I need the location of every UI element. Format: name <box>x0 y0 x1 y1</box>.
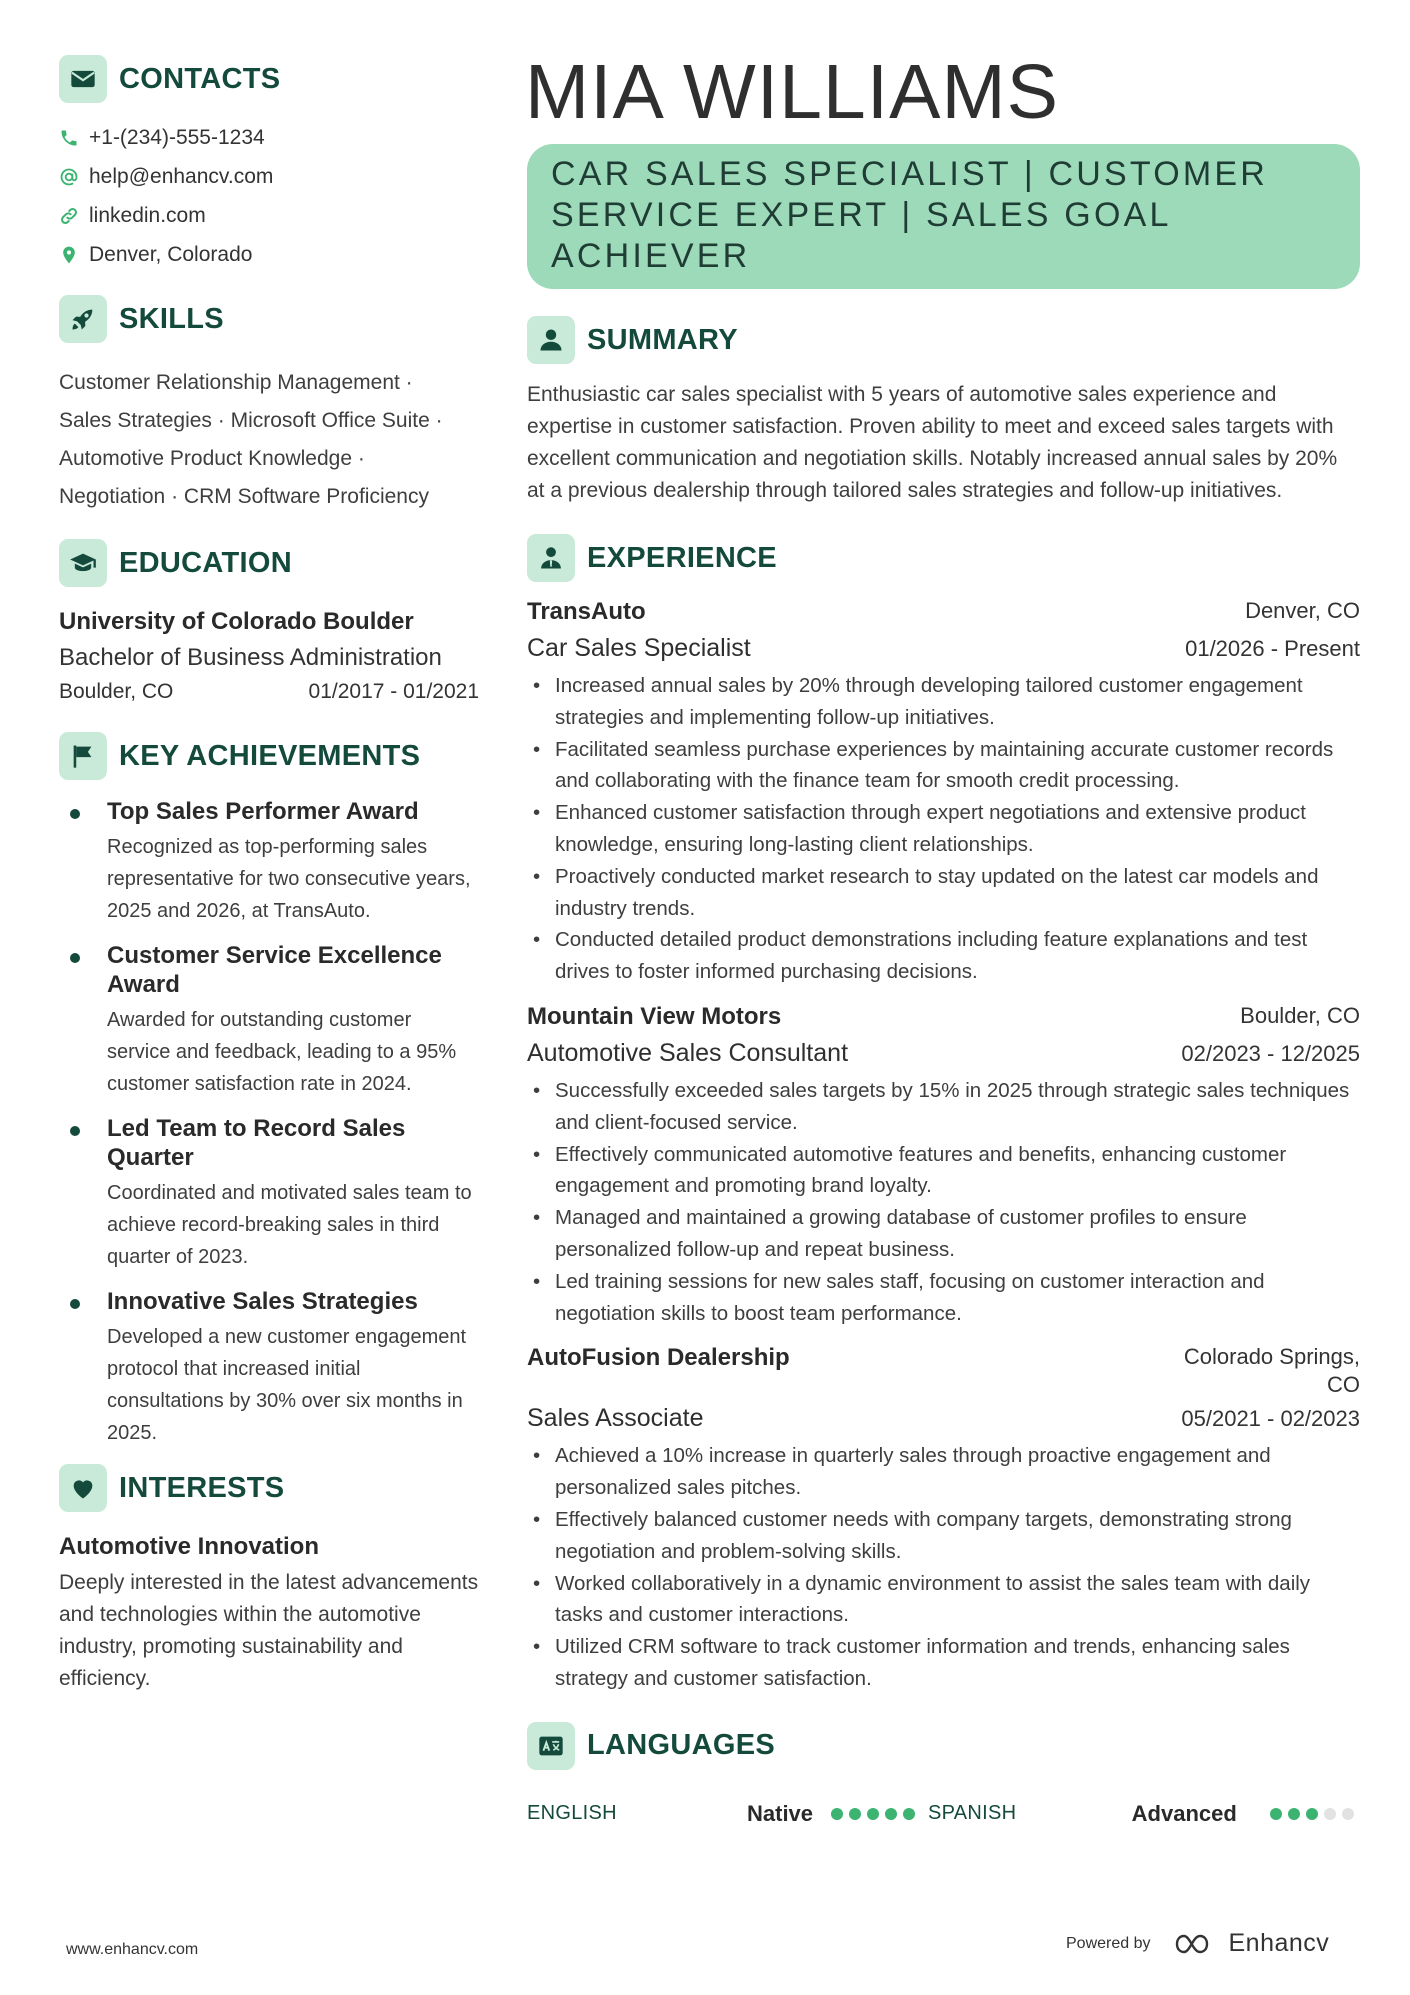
contact-link[interactable] <box>59 196 479 235</box>
education-school: University of Colorado Boulder <box>59 608 414 635</box>
interest-title: Automotive Innovation <box>59 1533 319 1560</box>
location-pin-icon <box>59 245 79 265</box>
brand-name: Enhancv <box>1228 1929 1330 1957</box>
job-bullet: • Achieved a 10% increase in quarterly sales through proactive engagement and personalized sales pitches. <box>527 1440 1360 1504</box>
job-bullets <box>527 1440 1360 1694</box>
link-text: linkedin.com <box>89 203 206 227</box>
experience-header <box>527 533 1360 583</box>
interests-header <box>59 1463 479 1513</box>
skill-item: Customer Relationship Management <box>59 371 400 394</box>
job-bullets <box>527 1075 1360 1329</box>
achievement-desc: Awarded for outstanding customer service and feedback, leading to a 95% customer satisfaction rate in 2024. <box>107 1009 457 1095</box>
tagline-banner: CAR SALES SPECIALIST | CUSTOMER SERVICE EXPERT | SALES GOAL ACHIEVER <box>527 144 1360 289</box>
achievement-item <box>59 797 479 927</box>
job-bullet: • Led training sessions for new sales staff, focusing on customer interaction and negotiation skills to boost team performance. <box>527 1266 1360 1330</box>
education-dates: 01/2017 - 01/2021 <box>308 680 479 703</box>
contact-email[interactable] <box>59 157 479 196</box>
language-rating <box>1270 1808 1360 1820</box>
skill-item: Negotiation <box>59 485 166 508</box>
skill-item: CRM Software Proficiency <box>183 485 429 508</box>
job-bullet: • Successfully exceeded sales targets by 15% in 2025 through strategic sales techniques and client-focused service. <box>527 1075 1360 1139</box>
job-bullet: • Managed and maintained a growing database of customer profiles to ensure personalized follow-up and repeat business. <box>527 1202 1360 1266</box>
job-bullet: • Effectively communicated automotive features and benefits, enhancing customer engagement and promoting brand loyalty. <box>527 1139 1360 1203</box>
email-text: help@enhancv.com <box>89 164 274 188</box>
job-bullet: • Conducted detailed product demonstrations including feature explanations and test drives to foster informed purchasing decisions. <box>527 924 1360 988</box>
bullet-dot <box>70 1126 80 1136</box>
job-bullet: • Worked collaboratively in a dynamic environment to assist the sales team with daily tasks and customer interactions. <box>527 1568 1360 1632</box>
job-location: Colorado Springs, CO <box>1183 1344 1360 1398</box>
job-bullet: • Proactively conducted market research to stay updated on the latest car models and industry trends. <box>527 861 1360 925</box>
rating-dot-filled <box>903 1808 915 1820</box>
languages-list <box>527 1799 1360 1829</box>
translate-icon <box>527 1722 575 1770</box>
contact-location <box>59 235 479 274</box>
rating-dot-empty <box>1342 1808 1354 1820</box>
education-degree: Bachelor of Business Administration <box>59 644 442 671</box>
candidate-name: MIA WILLIAMS <box>525 49 1060 135</box>
bullet-dot <box>70 1299 80 1309</box>
left-column <box>59 54 479 1695</box>
rating-dot-filled <box>867 1808 879 1820</box>
location-text: Denver, Colorado <box>89 242 253 266</box>
achievement-title: Innovative Sales Strategies <box>107 1288 418 1315</box>
phone-text: +1-(234)-555-1234 <box>89 125 265 149</box>
language-level: Native <box>747 1800 814 1826</box>
contacts-header <box>59 54 479 104</box>
achievement-desc: Developed a new customer engagement protocol that increased initial consultations by 30% over six months in 2025. <box>107 1326 467 1444</box>
language-item <box>527 1801 928 1827</box>
job-bullet: • Facilitated seamless purchase experiences by maintaining accurate customer records and collaborating with the finance team for smooth credit processing. <box>527 734 1360 798</box>
right-column <box>527 48 1360 1829</box>
language-rating <box>831 1808 921 1820</box>
summary-header <box>527 315 1360 365</box>
skill-item: Sales Strategies <box>59 409 212 432</box>
contacts-title: CONTACTS <box>119 62 281 95</box>
achievement-item <box>59 1287 479 1449</box>
language-name: ENGLISH <box>527 1802 617 1825</box>
rating-dot-filled <box>849 1808 861 1820</box>
skills-title: SKILLS <box>119 302 224 335</box>
at-icon <box>59 167 79 187</box>
enhancv-logo-icon <box>1173 1930 1221 1958</box>
interest-desc: Deeply interested in the latest advancements and technologies within the automotive industry, promoting sustainability and efficiency. <box>59 1571 479 1690</box>
education-title: EDUCATION <box>119 546 292 579</box>
rating-dot-filled <box>831 1808 843 1820</box>
rating-dot-filled <box>1288 1808 1300 1820</box>
graduation-cap-icon <box>59 539 107 587</box>
achievement-title: Top Sales Performer Award <box>107 798 419 825</box>
achievements-title: KEY ACHIEVEMENTS <box>119 739 421 772</box>
languages-header <box>527 1721 1360 1771</box>
achievement-item <box>59 1114 479 1273</box>
job-entry <box>527 1341 1360 1694</box>
education-location: Boulder, CO <box>59 680 174 703</box>
job-bullet: • Utilized CRM software to track customer information and trends, enhancing sales strategy and customer satisfaction. <box>527 1631 1360 1695</box>
footer-branding[interactable] <box>1066 1929 1329 1958</box>
language-level: Advanced <box>1131 1800 1237 1826</box>
achievements-header <box>59 731 479 781</box>
job-dates: 02/2023 - 12/2025 <box>1181 1040 1360 1066</box>
job-company: TransAuto <box>527 598 646 625</box>
job-entry <box>527 1000 1360 1329</box>
contacts-list <box>59 118 479 274</box>
education-header <box>59 538 479 588</box>
job-location: Boulder, CO <box>1240 1002 1360 1028</box>
achievements-list <box>59 797 479 1449</box>
skill-item: Automotive Product Knowledge <box>59 447 353 470</box>
powered-by-text: Powered by <box>1066 1934 1151 1952</box>
interests-title: INTERESTS <box>119 1471 285 1504</box>
summary-title: SUMMARY <box>587 323 738 356</box>
job-company: AutoFusion Dealership <box>527 1344 790 1372</box>
job-bullet: • Enhanced customer satisfaction through expert negotiations and extensive product knowledge, ensuring long-lasting client relationships. <box>527 797 1360 861</box>
rating-dot-filled <box>1306 1808 1318 1820</box>
skills-header <box>59 294 479 344</box>
skills-list: Customer Relationship Management · Sales Strategies · Microsoft Office Suite · Automotive Product Knowledge · Negotiation · CRM Software Proficiency <box>59 371 443 508</box>
heart-icon <box>59 1464 107 1512</box>
skill-item: Microsoft Office Suite <box>230 409 430 432</box>
job-role: Automotive Sales Consultant <box>527 1038 849 1067</box>
rating-dot-filled <box>885 1808 897 1820</box>
job-bullets <box>527 670 1360 988</box>
job-location: Denver, CO <box>1245 598 1360 623</box>
link-icon <box>59 206 79 226</box>
achievement-title: Customer Service Excellence Award <box>107 942 442 998</box>
contact-phone[interactable] <box>59 118 479 157</box>
job-bullet: • Increased annual sales by 20% through developing tailored customer engagement strategies and implementing follow-up initiatives. <box>527 670 1360 734</box>
envelope-icon <box>59 55 107 103</box>
job-role: Sales Associate <box>527 1404 704 1433</box>
language-name: SPANISH <box>928 1802 1017 1825</box>
job-dates: 05/2021 - 02/2023 <box>1181 1406 1360 1432</box>
phone-icon <box>59 128 79 148</box>
education-entry <box>59 606 479 707</box>
achievement-desc: Coordinated and motivated sales team to achieve record-breaking sales in third quarter of 2023. <box>107 1182 472 1268</box>
briefcase-person-icon <box>527 534 575 582</box>
rating-dot-filled <box>1270 1808 1282 1820</box>
achievement-item <box>59 941 479 1100</box>
flag-icon <box>59 732 107 780</box>
rating-dot-empty <box>1324 1808 1336 1820</box>
bullet-dot <box>70 809 80 819</box>
bullet-dot <box>70 953 80 963</box>
achievement-title: Led Team to Record Sales Quarter <box>107 1115 406 1171</box>
job-company: Mountain View Motors <box>527 1002 782 1030</box>
footer-website[interactable]: www.enhancv.com <box>66 1941 199 1958</box>
languages-title: LANGUAGES <box>587 1729 775 1762</box>
job-dates: 01/2026 - Present <box>1185 636 1360 661</box>
language-item <box>928 1801 1360 1827</box>
achievement-desc: Recognized as top-performing sales representative for two consecutive years, 2025 and 2026, at TransAuto. <box>107 836 471 922</box>
job-role: Car Sales Specialist <box>527 634 751 662</box>
person-icon <box>527 316 575 364</box>
summary-text: Enthusiastic car sales specialist with 5 years of automotive sales experience and expertise in customer satisfaction. Proven ability to meet and exceed sales targets with excellent communication and negotiation skills. Notably increased annual sales by 20% at a previous dealership through tailored sales strategies and follow-up initiatives. <box>527 383 1338 502</box>
rocket-icon <box>59 295 107 343</box>
experience-title: EXPERIENCE <box>587 541 777 574</box>
job-entry <box>527 595 1360 988</box>
job-bullet: • Effectively balanced customer needs with company targets, demonstrating strong negotiation and problem-solving skills. <box>527 1504 1360 1568</box>
